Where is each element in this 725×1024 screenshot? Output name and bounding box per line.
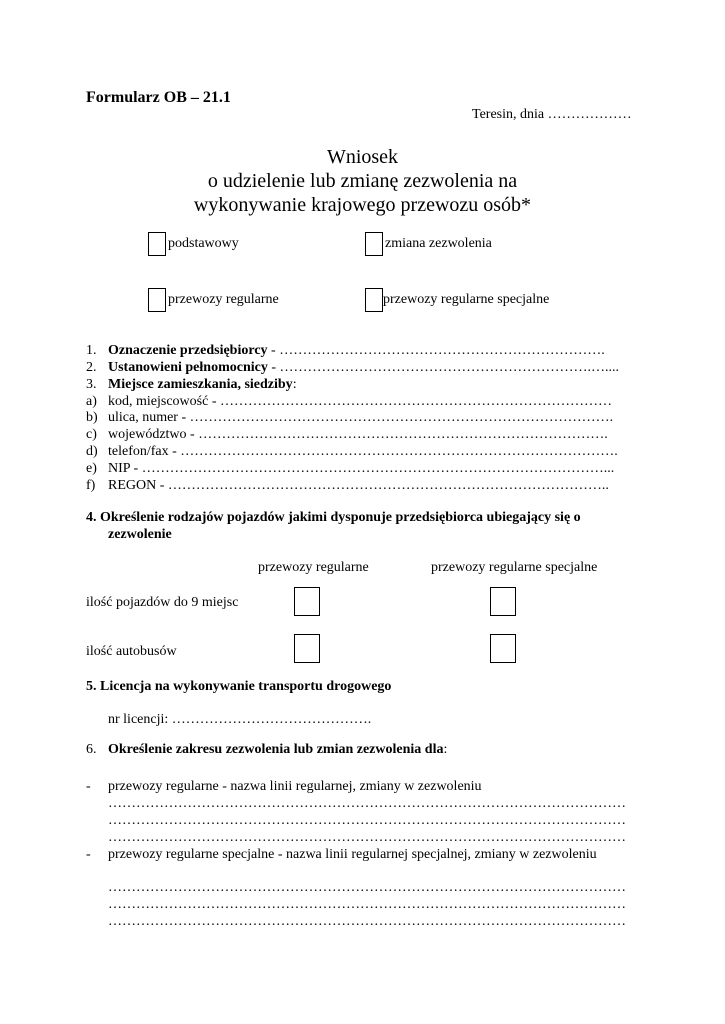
field-specjalne-line-2[interactable]: ………………………………………………………………………………………………… [108,897,626,912]
col-header-regularne: przewozy regularne [258,560,369,575]
field-regularne-line-1[interactable]: ………………………………………………………………………………………………… [108,796,626,811]
checkbox-specjalne[interactable] [365,288,383,312]
item-specjalne-heading: przewozy regularne specjalne - nazwa linii regularnej specjalnej, zmiany w zezwoleniu [108,847,597,862]
input-autobusy-regularne[interactable] [294,634,320,663]
field-specjalne-line-3[interactable]: ………………………………………………………………………………………………… [108,914,626,929]
section-4-heading: 4. Określenie rodzajów pojazdów jakimi dysponuje przedsiębiorca ubiegający się o [86,510,581,525]
section-4-heading-2: zezwolenie [108,527,172,542]
item-dots: - ………………………………………………………….….... [267,360,620,375]
field-pelnomocnicy[interactable] [108,361,619,375]
label-zmiana: zmiana zezwolenia [385,236,492,251]
field-telefon[interactable]: telefon/fax - …………………………………………………………………………………. [108,444,618,459]
label-specjalne: przewozy regularne specjalne [383,292,550,307]
row-label-9-miejsc: ilość pojazdów do 9 miejsc [86,595,239,610]
field-kod[interactable]: kod, miejscowość - ………………………………………………………………………… [108,394,612,409]
item-num: 1. [86,343,97,358]
dash-1: - [86,779,91,794]
section-5-heading: 5. Licencja na wykonywanie transportu drogowego [86,679,392,694]
item-num: a) [86,394,97,409]
field-nip[interactable]: NIP - ………………………………………………………………………………………... [108,461,615,476]
item-num: e) [86,461,97,476]
input-9-miejsc-regularne[interactable] [294,587,320,616]
section-6-colon: : [443,742,448,757]
item-dots: - ……………………………………………………………. [267,343,605,358]
checkbox-regularne[interactable] [148,288,166,312]
dash-2: - [86,847,91,862]
item-num: b) [86,410,98,425]
place-date: Teresin, dnia ……………… [472,107,632,122]
section-6-heading-label: Określenie zakresu zezwolenia lub zmian zezwolenia dla [108,742,444,757]
item-label: Ustanowieni pełnomocnicy [108,360,268,375]
form-id: Formularz OB – 21.1 [86,89,231,106]
field-regon[interactable]: REGON - ………………………………………………………………………………….. [108,478,609,493]
input-9-miejsc-specjalne[interactable] [490,587,516,616]
row-label-autobusy: ilość autobusów [86,644,177,659]
field-regularne-line-2[interactable]: ………………………………………………………………………………………………… [108,813,626,828]
field-przedsiebiorca[interactable] [108,344,605,358]
field-nr-licencji[interactable]: nr licencji: ……………………………………. [108,712,372,727]
item-regularne-heading: przewozy regularne - nazwa linii regularnej, zmiany w zezwoleniu [108,779,482,794]
item-num: 2. [86,360,97,375]
item-dots: : [292,377,297,392]
title-line-3: wykonywanie krajowego przewozu osób* [193,194,532,216]
field-siedziba-heading [108,378,297,392]
title-line-1: Wniosek [326,146,399,168]
field-wojewodztwo[interactable]: województwo - ……………………………………………………………………………. [108,427,608,442]
section-6-num: 6. [86,742,97,757]
field-ulica[interactable]: ulica, numer - ………………………………………………………………………………. [108,410,614,425]
field-regularne-line-3[interactable]: ………………………………………………………………………………………………… [108,830,626,845]
label-regularne: przewozy regularne [168,292,279,307]
input-autobusy-specjalne[interactable] [490,634,516,663]
item-num: d) [86,444,98,459]
item-num: 3. [86,377,97,392]
field-specjalne-line-1[interactable]: ………………………………………………………………………………………………… [108,880,626,895]
item-num: c) [86,427,97,442]
title-line-2: o udzielenie lub zmianę zezwolenia na [207,170,518,192]
label-podstawowy: podstawowy [168,236,239,251]
col-header-specjalne: przewozy regularne specjalne [431,560,598,575]
item-num: f) [86,478,96,493]
checkbox-podstawowy[interactable] [148,232,166,256]
section-6-heading [108,743,447,757]
item-label: Oznaczenie przedsiębiorcy [108,343,268,358]
item-label: Miejsce zamieszkania, siedziby [108,377,293,392]
checkbox-zmiana[interactable] [365,232,383,256]
